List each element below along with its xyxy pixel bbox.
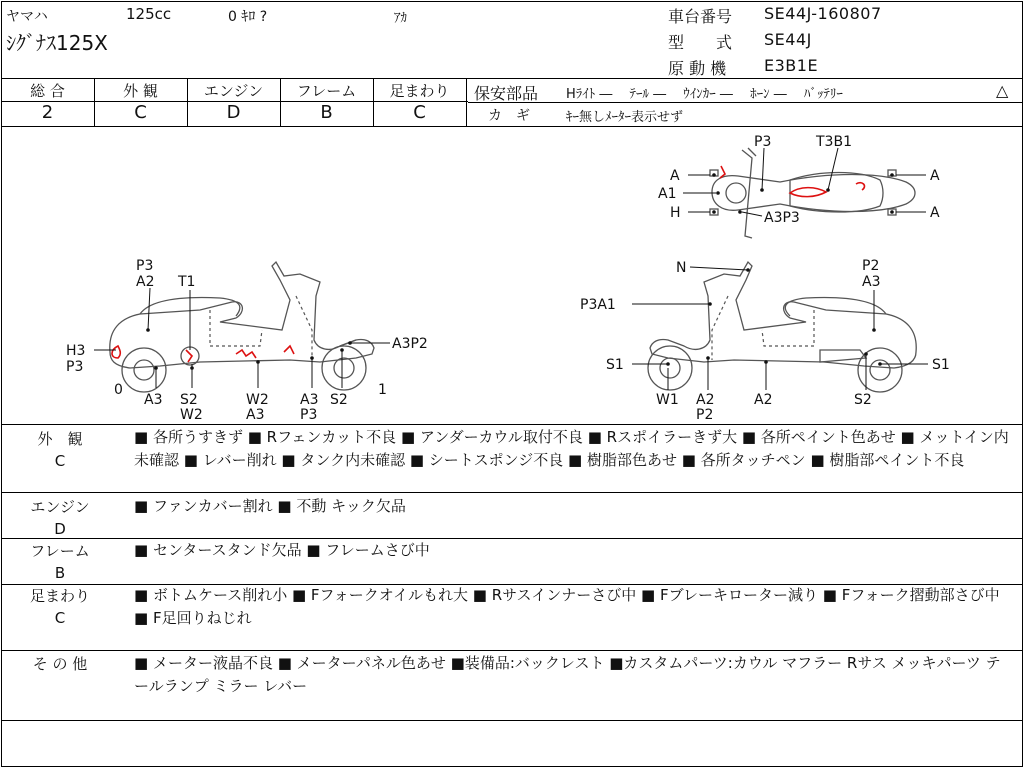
grade-label-engine: エンジン: [203, 82, 264, 100]
label-left-0: 0: [114, 382, 123, 398]
label-left-W2-b: W2: [246, 392, 269, 408]
frame-no: SE44J-160807: [764, 4, 882, 23]
label-right-P2: P2: [862, 258, 880, 274]
label-left-P3-c: P3: [300, 407, 318, 423]
label-left-A3P2: A3P2: [392, 336, 428, 352]
grade-label-suspension: 足まわり: [389, 82, 450, 100]
label-right-P2-b: P2: [696, 407, 714, 423]
label-left-W2: W2: [180, 407, 203, 423]
key-label: カ ギ: [488, 108, 530, 124]
label-left-A3-b: A3: [246, 407, 265, 423]
grade-label-frame: フレーム: [296, 82, 357, 100]
section-text-frame: ■ センタースタンド欠品 ■ フレームさび中: [134, 541, 430, 559]
label-top-A3P3: A3P3: [764, 210, 800, 226]
grade-value-engine: D: [226, 102, 241, 123]
section-grade-frame: B: [54, 564, 66, 582]
label-left-A2: A2: [136, 274, 155, 290]
label-right-S2: S2: [854, 392, 872, 408]
label-left-P3: P3: [136, 258, 154, 274]
divider: [1, 720, 1023, 721]
safety-title: 保安部品: [474, 84, 539, 103]
displacement: 125cc: [126, 5, 172, 23]
key-value: ｷｰ無しﾒｰﾀｰ表示せず: [566, 110, 684, 125]
battery-mark: △: [996, 81, 1009, 100]
label-left-T1: T1: [178, 274, 196, 290]
damage-diagram: [0, 126, 1024, 426]
label-top-P3: P3: [754, 134, 772, 150]
label-right-N: N: [676, 260, 687, 276]
section-label-engine: エンジン: [30, 498, 90, 516]
label-right-W1: W1: [656, 392, 679, 408]
section-text-engine: ■ ファンカバー割れ ■ 不動 キック欠品: [134, 497, 406, 515]
grade-value-overall: 2: [41, 102, 54, 123]
section-text-other: ■ メーター液晶不良 ■ メーターパネル色あせ ■装備品:バックレスト ■カスタムパーツ:カウル マフラー Rサス メッキパーツ テールランプ ミラー レバー: [134, 654, 1001, 695]
engine-code: E3B1E: [764, 56, 819, 75]
section-text-suspension: ■ ボトムケース削れ小 ■ Fフォークオイルもれ大 ■ Rサスインナーさび中 ■ Fブレーキローター減り ■ Fフォーク摺動部さび中 ■ F足回りねじれ: [134, 586, 1000, 627]
mileage: 0 ｷﾛ ?: [228, 9, 268, 25]
section-grade-suspension: C: [54, 609, 66, 627]
label-left-A3: A3: [144, 392, 163, 408]
label-left-S2: S2: [180, 392, 198, 408]
section-grade-exterior: C: [54, 452, 66, 470]
label-top-H: H: [670, 205, 681, 221]
safety-items: Hﾗｲﾄ ― ﾃｰﾙ ― ｳｲﾝｶｰ ― ﾎｰﾝ ― ﾊﾞｯﾃﾘｰ: [566, 87, 843, 102]
label-top-A: A: [670, 168, 680, 184]
engine-label: 原 動 機: [668, 59, 727, 78]
label-top-A-right2: A: [930, 205, 940, 221]
divider: [1, 492, 1023, 493]
label-left-1: 1: [378, 382, 387, 398]
label-top-A1: A1: [658, 186, 677, 202]
maker: ヤマハ: [6, 9, 48, 25]
divider: [1, 78, 1023, 79]
label-top-A-right: A: [930, 168, 940, 184]
section-label-exterior: 外 観: [37, 430, 83, 448]
divider: [466, 78, 467, 126]
type-label: 型 式: [668, 33, 733, 52]
section-text-exterior: ■ 各所うすきず ■ Rフェンカット不良 ■ アンダーカウル取付不良 ■ Rスポイラーきず大 ■ 各所ペイント色あせ ■ メットイン内未確認 ■ レバー削れ ■ タンク内未確認 ■ シートスポンジ不良 ■ 樹脂部色あせ ■ 各所タッチペン ■ 樹脂部ペイント不良: [134, 428, 1009, 469]
grade-value-suspension: C: [413, 102, 426, 123]
grade-label-exterior: 外 観: [123, 82, 158, 100]
frame-no-label: 車台番号: [668, 7, 733, 26]
section-label-suspension: 足まわり: [29, 587, 90, 605]
label-right-P3A1: P3A1: [580, 297, 616, 313]
top-view-scooter: [710, 148, 915, 238]
section-label-other: そ の 他: [32, 655, 88, 673]
section-grade-engine: D: [54, 520, 66, 538]
label-top-T3B1: T3B1: [816, 134, 852, 150]
label-left-P3-b: P3: [66, 359, 84, 375]
label-left-H3: H3: [66, 343, 86, 359]
label-right-A2: A2: [696, 392, 715, 408]
color: ｱｶ: [394, 11, 407, 26]
label-left-A3-c: A3: [300, 392, 319, 408]
grade-value-frame: B: [320, 102, 333, 123]
divider: [1, 650, 1023, 651]
label-right-S1: S1: [606, 357, 624, 373]
grade-label-overall: 総 合: [30, 82, 65, 100]
label-right-A3: A3: [862, 274, 881, 290]
section-label-frame: フレーム: [30, 542, 90, 560]
model-name: ｼｸﾞﾅｽ125X: [6, 31, 108, 55]
divider: [1, 424, 1023, 425]
label-right-S1-b: S1: [932, 357, 950, 373]
grade-value-exterior: C: [134, 102, 147, 123]
label-left-S2-b: S2: [330, 392, 348, 408]
type-value: SE44J: [764, 30, 812, 49]
divider: [468, 102, 1023, 103]
label-right-A2-b: A2: [754, 392, 773, 408]
